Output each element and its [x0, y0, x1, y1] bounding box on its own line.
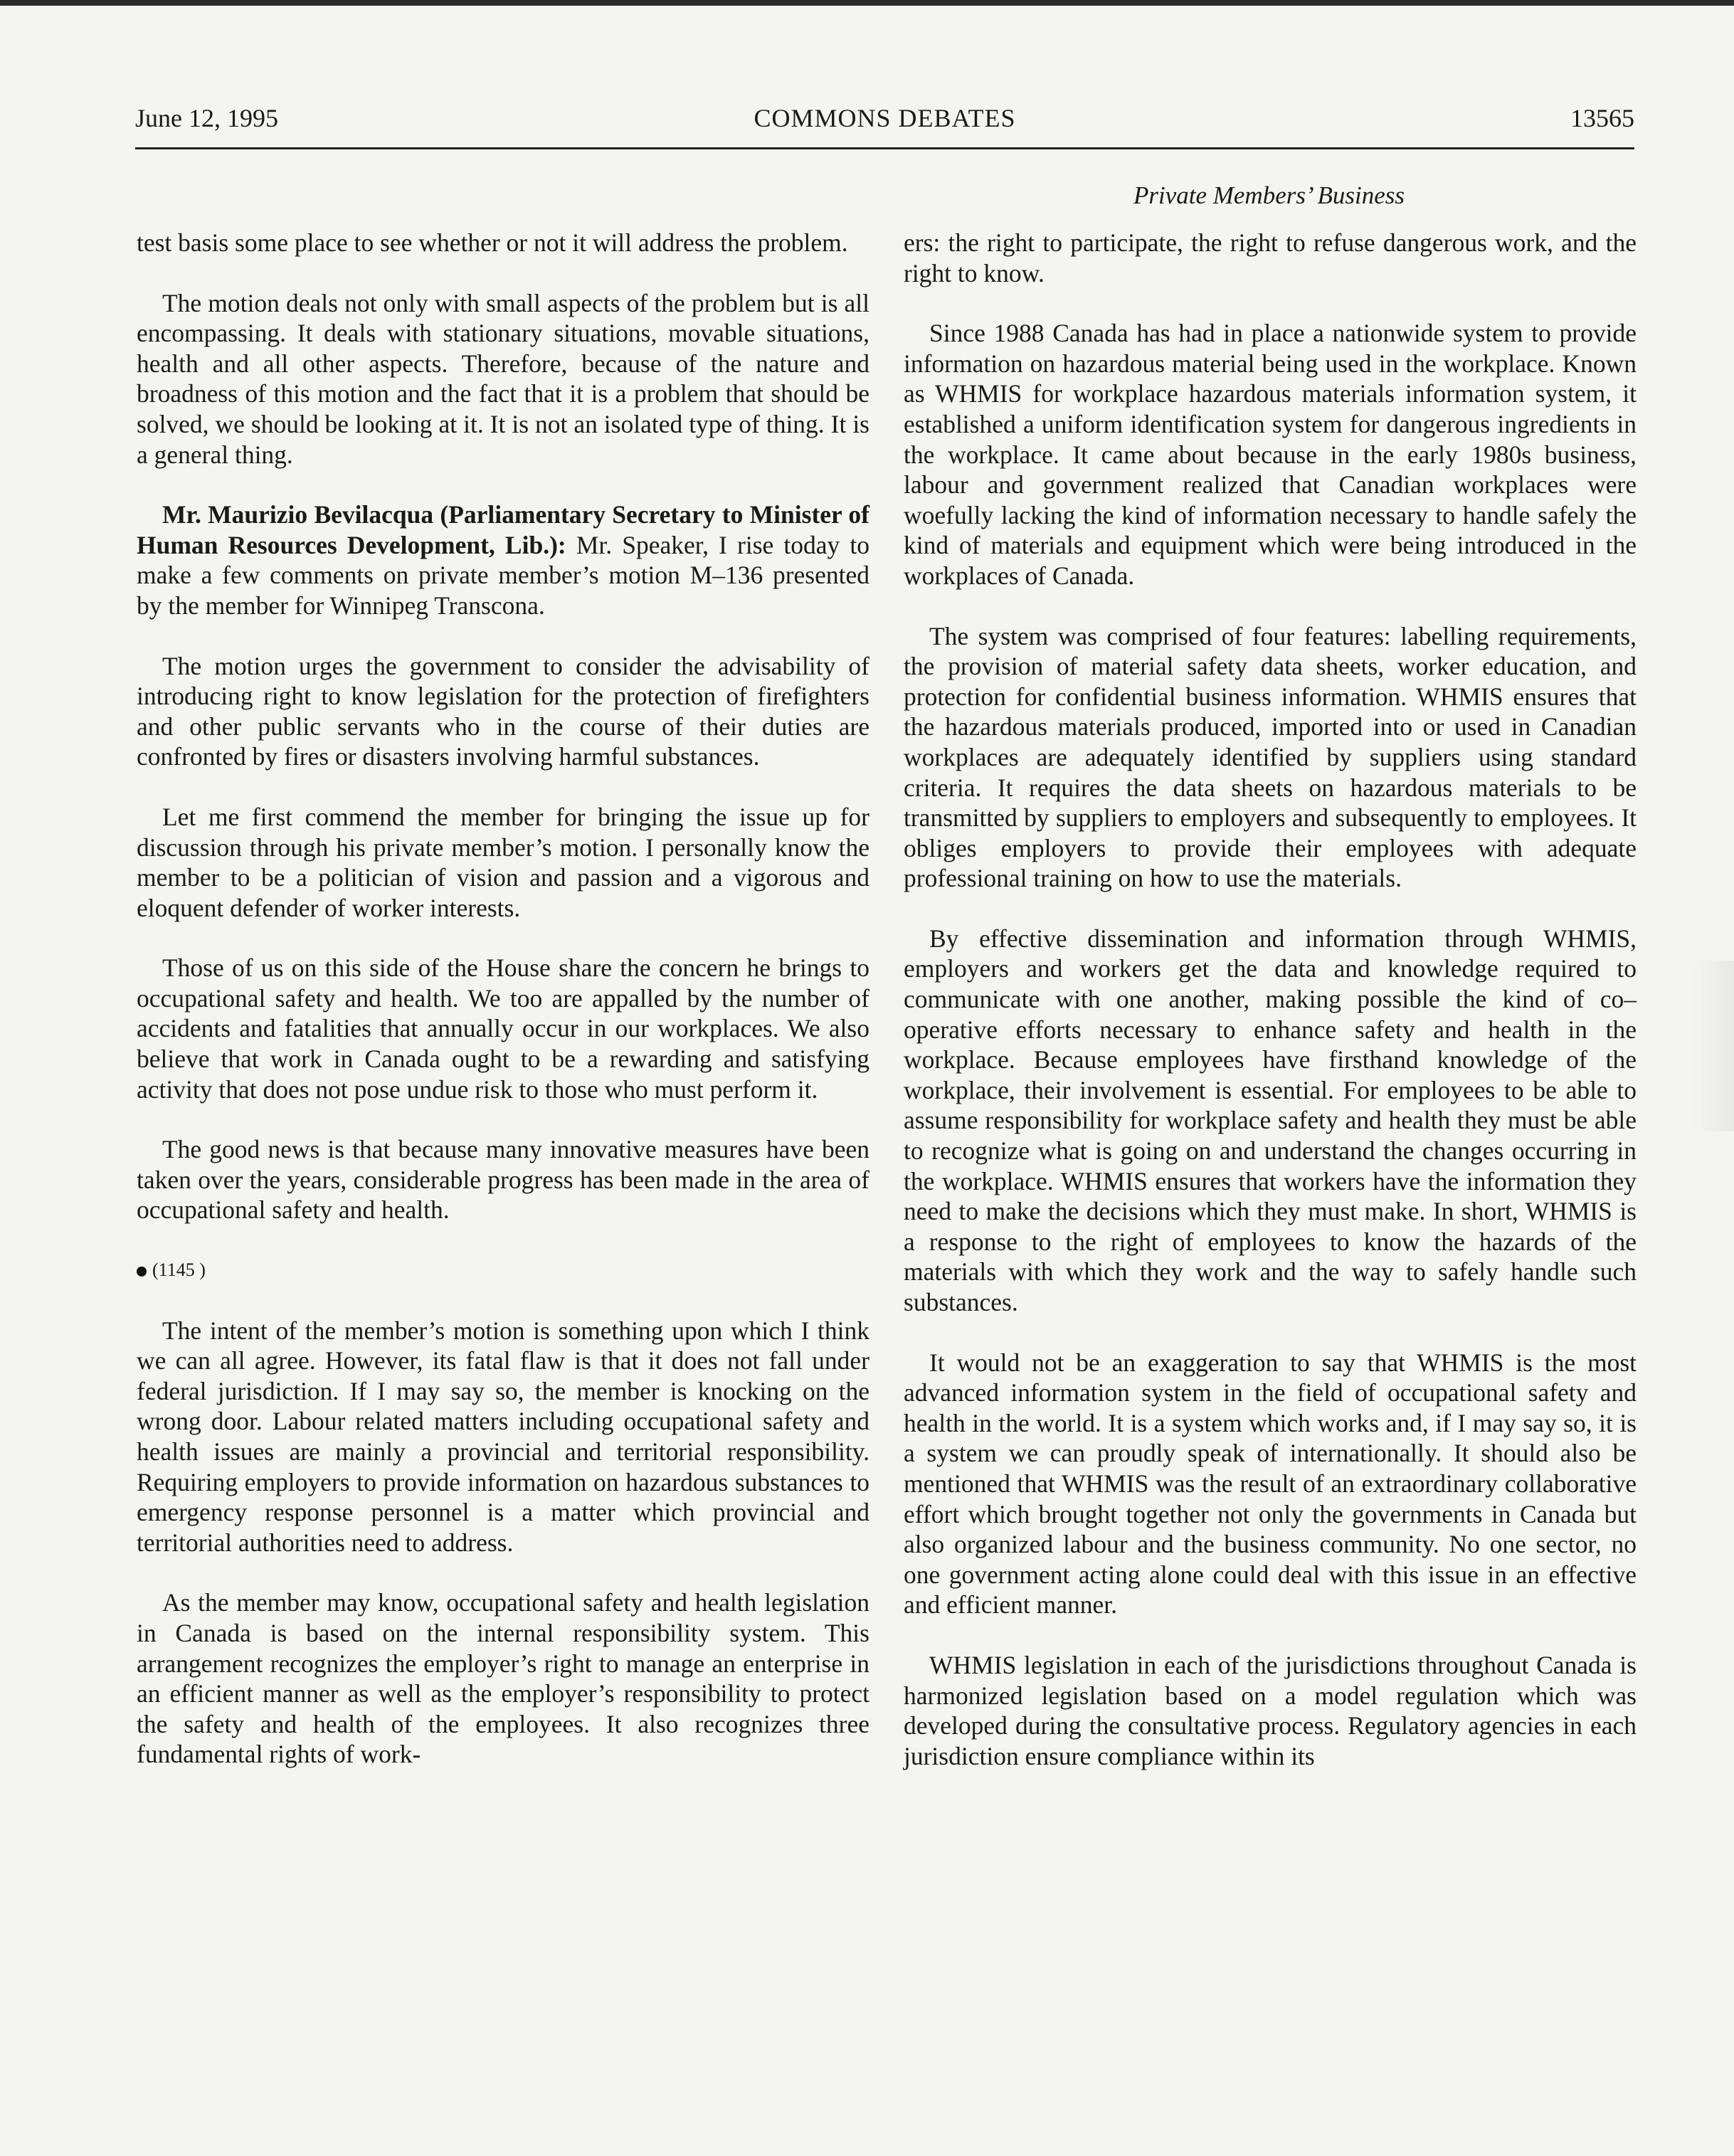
paragraph: WHMIS legislation in each of the jurisdictions throughout Canada is harmonized legislation based on a model regulation which was developed during the consultative process. Regulatory agencies in each jurisdiction ensure compliance within its [904, 1650, 1637, 1770]
paragraph: Let me first commend the member for bringing the issue up for discussion through his private member’s motion. I personally know the member to be a politician of vision and passion and a vigorous and eloquent defender of worker interests. [137, 802, 869, 922]
right-column [904, 228, 1637, 1801]
paragraph: Since 1988 Canada has had in place a nationwide system to provide information on hazardous material being used in the workplace. Known as WHMIS for workplace hazardous materials information system, it established a uniform identification system for dangerous ingredients in the workplace. It came about because in the early 1980s business, labour and government realized that Canadian workplaces were woefully lacking the kind of information necessary to handle safely the kind of materials and equipment which were being introduced in the workplaces of Canada. [904, 319, 1637, 590]
speaker-name: Mr. Maurizio Bevilacqua (Parliamentary Secretary to Minister of Human Resources Development, Lib.): [137, 500, 869, 559]
speaker-text: Mr. Speaker, I rise today to make a few comments on private member’s motion M–136 presented by the member for Winnipeg Transcona. [137, 530, 869, 620]
paragraph: The good news is that because many innovative measures have been taken over the years, considerable progress has been made in the area of occupational safety and health. [137, 1135, 869, 1225]
scan-top-edge [0, 0, 1734, 6]
header-date: June 12, 1995 [135, 104, 278, 132]
paragraph: The motion deals not only with small aspects of the problem but is all encompassing. It deals with stationary situations, movable situations, health and all other aspects. Therefore, because of the nature and broadness of this motion and the fact that it is a problem that should be solved, we should be looking at it. It is not an isolated type of thing. It is a general thing. [137, 288, 869, 469]
header-rule [135, 147, 1634, 149]
header-page-number: 13565 [1570, 104, 1634, 132]
page-header [135, 103, 1634, 146]
paragraph: The intent of the member’s motion is something upon which I think we can all agree. However, its fatal flaw is that it does not fall under federal jurisdiction. If I may say so, the member is knocking on the wrong door. Labour related matters including occupational safety and health issues are mainly a provincial and territorial responsibility. Requiring employers to provide information on hazardous substances to emergency response personnel is a matter which provincial and territorial authorities need to address. [137, 1316, 869, 1557]
time-marker [137, 1255, 869, 1286]
left-column [137, 228, 869, 1800]
bullet-icon [137, 1267, 147, 1277]
paragraph: By effective dissemination and information through WHMIS, employers and workers get the data and knowledge required to communicate with one another, making possible the kind of co–operative efforts necessary to enhance safety and health in the workplace. Because employees have firsthand knowledge of the workplace, their involvement is essential. For employees to be able to assume responsibility for workplace safety and health they must be able to recognize what is going on and understand the changes occurring in the workplace. WHMIS ensures that workers have the information they need to make the decisions which they must make. In short, WHMIS is a response to the right of employees to know the hazards of the materials with which they work and the way to safely handle such substances. [904, 924, 1637, 1316]
time-marker-text: (1145 ) [152, 1259, 206, 1281]
paragraph: As the member may know, occupational safety and health legislation in Canada is based on the internal responsibility system. This arrangement recognizes the employer’s right to manage an enterprise in an efficient manner as well as the employer’s responsibility to protect the safety and health of the employees. It also recognizes three fundamental rights of work- [137, 1588, 869, 1769]
paragraph: The system was comprised of four features: labelling requirements, the provision of material safety data sheets, worker education, and protection for confidential business information. WHMIS ensures that the hazardous materials produced, imported into or used in Canadian workplaces are adequately identified by suppliers using standard criteria. It requires the data sheets on hazardous materials to be transmitted by suppliers to employers and subsequently to employees. It obliges employers to provide their employees with adequate professional training on how to use the materials. [904, 621, 1637, 893]
paragraph: It would not be an exaggeration to say that WHMIS is the most advanced information system in the field of occupational safety and health in the world. It is a system which works and, if I may say so, it is a system we can proudly speak of internationally. It should also be mentioned that WHMIS was the result of an extraordinary collaborative effort which brought together not only the governments in Canada but also organized labour and the business community. No one sector, no one government acting alone could deal with this issue in an effective and efficient manner. [904, 1348, 1637, 1619]
section-heading: Private Members’ Business [1133, 181, 1405, 209]
header-title: COMMONS DEBATES [754, 104, 1016, 132]
paragraph: Those of us on this side of the House share the concern he brings to occupational safety and health. We too are appalled by the number of accidents and fatalities that annually occur in our workplaces. We also believe that work in Canada ought to be a rewarding and satisfying activity that does not pose undue risk to those who must perform it. [137, 953, 869, 1104]
paragraph: ers: the right to participate, the right to refuse dangerous work, and the right to know. [904, 228, 1637, 287]
paragraph: The motion urges the government to consider the advisability of introducing right to know legislation for the protection of firefighters and other public servants who in the course of their duties are confronted by fires or disasters involving harmful substances. [137, 651, 869, 771]
scan-smudge [1691, 961, 1734, 1131]
paragraph: test basis some place to see whether or not it will address the problem. [137, 228, 848, 257]
speaker-paragraph [137, 500, 869, 620]
